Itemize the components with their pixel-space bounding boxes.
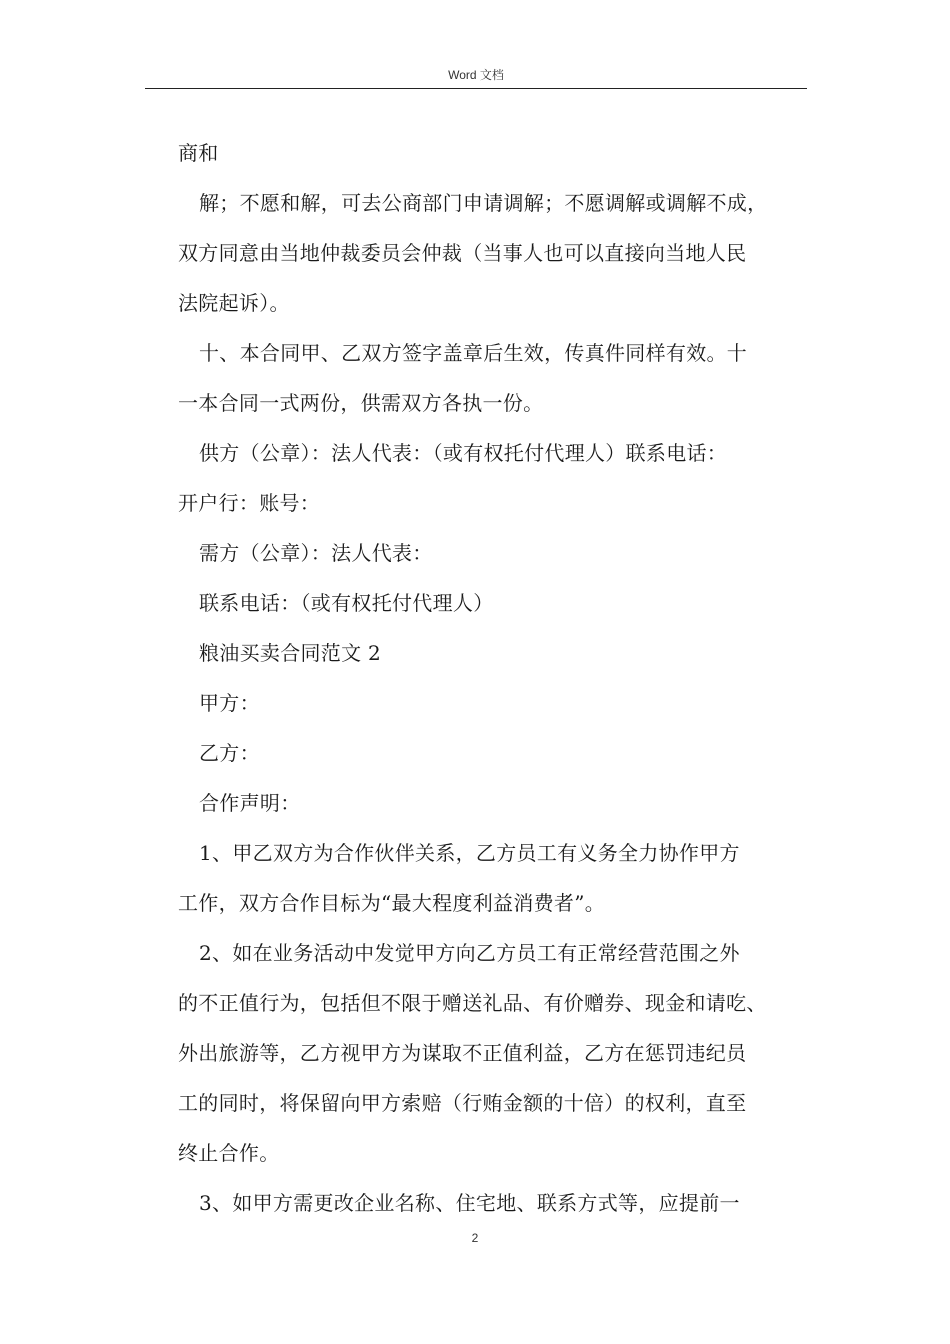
text-line: 工的同时，将保留向甲方索赔（行贿金额的十倍）的权利，直至 <box>178 1091 747 1115</box>
text-line: 解；不愿和解，可去公商部门申请调解；不愿调解或调解不成， <box>199 191 768 215</box>
text-line: 1、甲乙双方为合作伙伴关系，乙方员工有义务全力协作甲方 <box>199 841 740 865</box>
text-line: 合作声明： <box>199 791 301 815</box>
page-header: Word 文档 <box>448 68 504 82</box>
text-line: 商和 <box>178 141 219 165</box>
text-line: 终止合作。 <box>178 1141 280 1165</box>
text-line: 2、如在业务活动中发觉甲方向乙方员工有正常经营范围之外 <box>199 941 740 965</box>
text-line: 供方（公章）：法人代表：（或有权托付代理人）联系电话： <box>199 441 728 465</box>
text-line: 一本合同一式两份，供需双方各执一份。 <box>178 391 544 415</box>
text-line: 外出旅游等，乙方视甲方为谋取不正值利益，乙方在惩罚违纪员 <box>178 1041 747 1065</box>
text-line: 法院起诉）。 <box>178 291 290 315</box>
header-rule <box>145 88 807 89</box>
document-body <box>178 128 808 1228</box>
text-line: 乙方： <box>199 741 260 765</box>
text-line: 双方同意由当地仲裁委员会仲裁（当事人也可以直接向当地人民 <box>178 241 747 265</box>
text-line: 开户行：账号： <box>178 491 321 515</box>
text-line: 需方（公章）：法人代表： <box>199 541 433 565</box>
text-line: 十、本合同甲、乙双方签字盖章后生效，传真件同样有效。十 <box>199 341 748 365</box>
text-line: 联系电话：（或有权托付代理人） <box>199 591 494 615</box>
text-line: 的不正值行为，包括但不限于赠送礼品、有价赠券、现金和请吃、 <box>178 991 767 1015</box>
text-line: 工作，双方合作目标为“最大程度利益消费者”。 <box>178 891 606 915</box>
page-number: 2 <box>471 1231 479 1245</box>
section-title: 粮油买卖合同范文 2 <box>199 641 382 665</box>
text-line: 甲方： <box>199 691 260 715</box>
text-line: 3、如甲方需更改企业名称、住宅地、联系方式等，应提前一 <box>199 1191 740 1215</box>
